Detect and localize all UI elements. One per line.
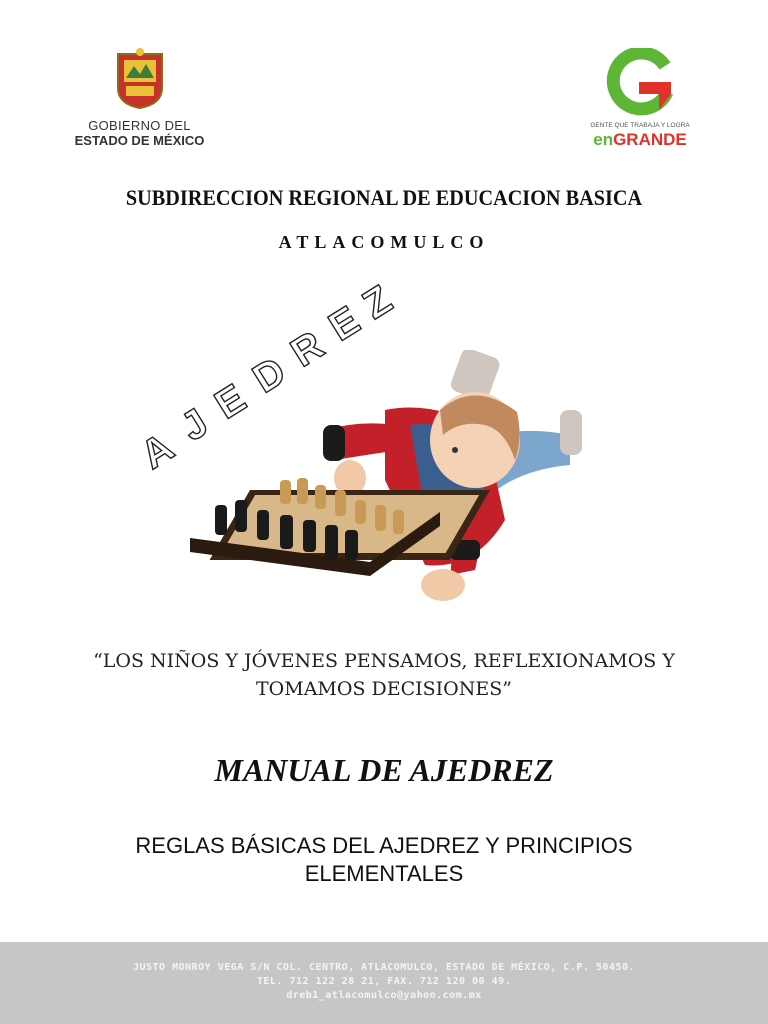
coat-of-arms-icon xyxy=(112,48,168,110)
title-atlacomulco: ATLACOMULCO xyxy=(278,232,490,252)
quote-line1: “LOS NIÑOS Y JÓVENES PENSAMOS, REFLEXIONAMOS Y xyxy=(93,650,675,672)
child-chess-photo xyxy=(185,350,590,615)
engrande-en: en xyxy=(593,130,614,149)
word-art-letter: D xyxy=(245,349,294,402)
subtitle xyxy=(80,832,688,888)
quote-line2: TOMAMOS DECISIONES” xyxy=(256,678,512,700)
word-art-letter: E xyxy=(321,298,368,350)
g-logo-icon xyxy=(605,48,675,118)
word-art-letter: R xyxy=(283,323,332,376)
engrande-logo xyxy=(575,48,705,152)
word-art-letter: E xyxy=(207,376,254,428)
word-art-letter: Z xyxy=(355,277,400,328)
footer xyxy=(0,942,768,1024)
title-subdireccion: SUBDIRECCION REGIONAL DE EDUCACION BASICA xyxy=(125,185,643,210)
quote xyxy=(40,647,728,703)
engrande-grande: GRANDE xyxy=(613,130,687,149)
slogan: GENTE QUE TRABAJA Y LOGRA xyxy=(590,122,690,129)
word-art-letter: A xyxy=(133,425,182,478)
gobierno-line1: GOBIERNO DEL xyxy=(88,118,191,133)
footer-email: dreb1_atlacomulco@yahoo.com.mx xyxy=(286,990,482,1001)
engrande-text xyxy=(575,130,705,150)
footer-address: JUSTO MONROY VEGA S/N COL. CENTRO, ATLACOMULCO, ESTADO DE MÉXICO, C.P. 50450. xyxy=(132,962,636,973)
subtitle-line1: REGLAS BÁSICAS DEL AJEDREZ Y PRINCIPIOS xyxy=(135,833,633,858)
gobierno-logo xyxy=(62,48,217,152)
footer-phone: TEL. 712 122 28 21, FAX. 712 120 00 49. xyxy=(256,976,512,987)
gobierno-line2: ESTADO DE MÉXICO xyxy=(74,133,205,148)
word-art-letter: J xyxy=(173,400,216,450)
subtitle-line2: ELEMENTALES xyxy=(304,861,464,886)
manual-title: MANUAL DE AJEDREZ xyxy=(214,752,554,788)
